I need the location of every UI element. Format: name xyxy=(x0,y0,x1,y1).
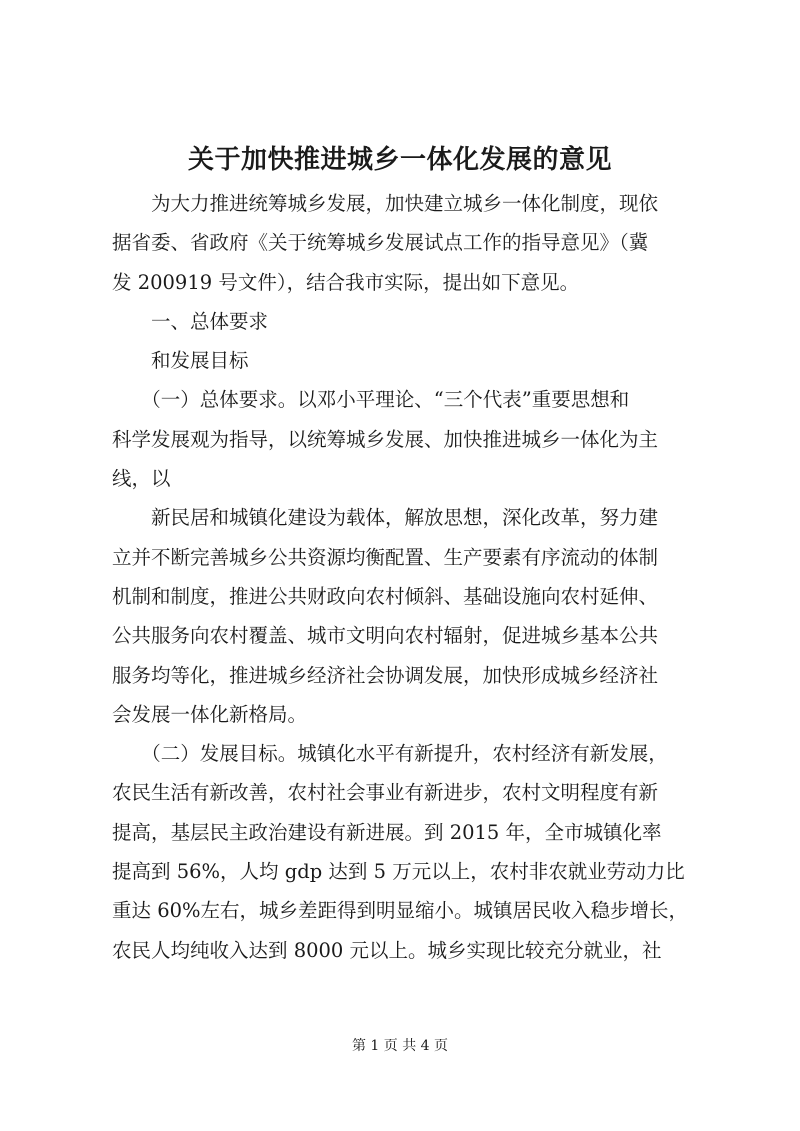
body-line: 农民人均纯收入达到 8000 元以上。城乡实现比较充分就业，社 xyxy=(112,938,662,962)
document-body xyxy=(112,184,708,970)
body-line: （一）总体要求。以邓小平理论、“三个代表”重要思想和 xyxy=(112,388,630,412)
body-line: 会发展一体化新格局。 xyxy=(112,702,308,726)
body-line: 新民居和城镇化建设为载体，解放思想，深化改革，努力建 xyxy=(112,506,659,530)
body-line: 农民生活有新改善，农村社会事业有新进步，农村文明程度有新 xyxy=(112,781,659,805)
body-line: 提高到 56%，人均 gdp 达到 5 万元以上，农村非农就业劳动力比 xyxy=(112,860,685,884)
body-line: 发 200919 号文件），结合我市实际，提出如下意见。 xyxy=(112,270,580,294)
document-title: 关于加快推进城乡一体化发展的意见 xyxy=(187,145,612,175)
section-heading: 一、总体要求 xyxy=(112,309,269,333)
body-line: 机制和制度，推进公共财政向农村倾斜、基础设施向农村延伸、 xyxy=(112,584,659,608)
body-line: 服务均等化，推进城乡经济社会协调发展，加快形成城乡经济社 xyxy=(112,663,659,687)
body-line: 立并不断完善城乡公共资源均衡配置、生产要素有序流动的体制 xyxy=(112,545,659,569)
body-line: 提高，基层民主政治建设有新进展。到 2015 年，全市城镇化率 xyxy=(112,820,662,844)
body-line: 线，以 xyxy=(112,467,171,491)
body-line: 为大力推进统筹城乡发展，加快建立城乡一体化制度，现依 xyxy=(112,192,659,215)
body-line: 科学发展观为指导，以统筹城乡发展、加快推进城乡一体化为主 xyxy=(112,427,659,451)
body-line: 公共服务向农村覆盖、城市文明向农村辐射，促进城乡基本公共 xyxy=(112,624,659,648)
page-number-footer: 第 1 页 共 4 页 xyxy=(351,1038,449,1054)
body-line: 据省委、省政府《关于统筹城乡发展试点工作的指导意见》（冀 xyxy=(112,231,649,255)
section-heading: 和发展目标 xyxy=(112,349,249,373)
body-line: （二）发展目标。城镇化水平有新提升，农村经济有新发展， xyxy=(112,742,668,766)
body-line: 重达 60%左右，城乡差距得到明显缩小。城镇居民收入稳步增长， xyxy=(112,899,689,923)
